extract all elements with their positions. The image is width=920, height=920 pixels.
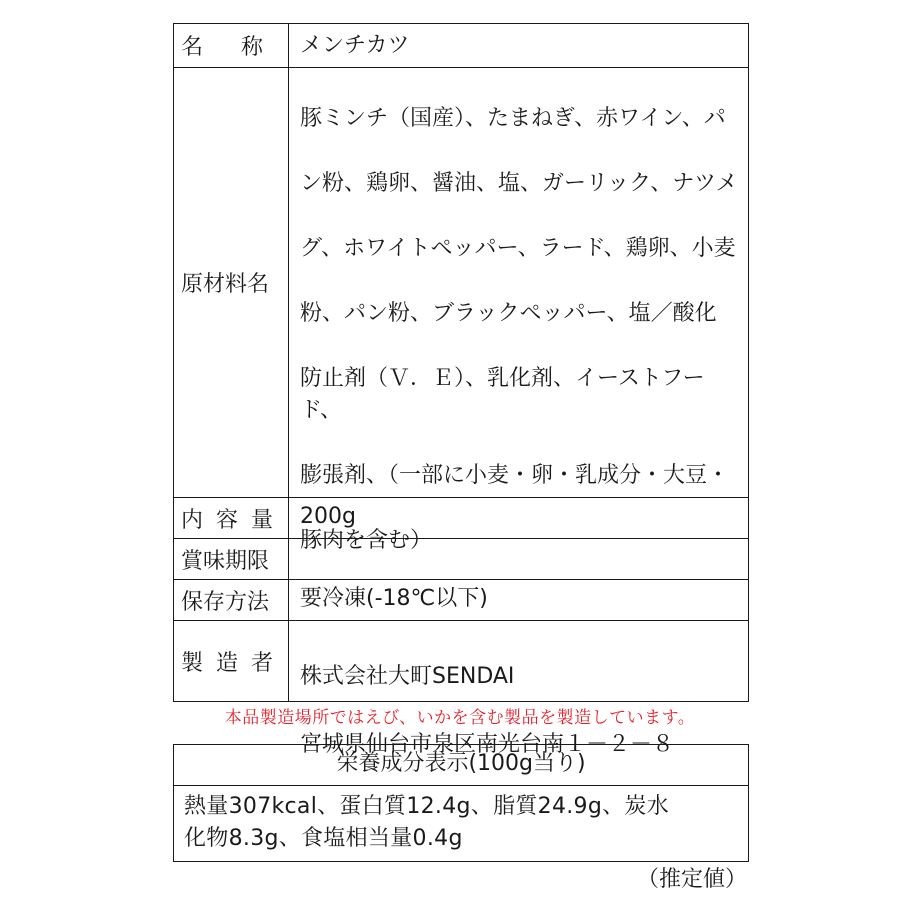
storage-value: 要冷凍(-18℃以下) bbox=[300, 586, 488, 611]
nutrition-title: 栄養成分表示(100g当り) bbox=[174, 745, 748, 786]
ingredients-line: ン粉、鶏卵、醤油、塩、ガーリック、ナツメ bbox=[300, 170, 738, 196]
name-value: メンチカツ bbox=[300, 33, 410, 58]
maker-key: 製造者 bbox=[174, 621, 289, 701]
name-row bbox=[174, 24, 748, 68]
ingredients-line: 豚肉を含む） bbox=[300, 528, 433, 553]
nutrition-line: 熱量307kcal、蛋白質12.4g、脂質24.9g、炭水 bbox=[184, 794, 670, 819]
name-key: 名称 bbox=[174, 24, 289, 67]
amount-key: 内容量 bbox=[174, 498, 289, 538]
ingredients-key: 原材料名 bbox=[174, 68, 289, 497]
nutrition-body bbox=[174, 786, 748, 861]
maker-name: 株式会社大町SENDAI bbox=[300, 664, 515, 689]
ingredients-line: 豚ミンチ（国産）、たまねぎ、赤ワイン、パ bbox=[300, 105, 726, 131]
best-before-value bbox=[289, 539, 748, 579]
estimate-note: （推定値） bbox=[636, 867, 747, 892]
ingredients-line: 防止剤（Ｖ．Ｅ）、乳化剤、イーストフード、 bbox=[300, 365, 705, 423]
amount-value: 200g bbox=[300, 504, 356, 529]
best-before-row bbox=[174, 539, 748, 580]
ingredients-line: グ、ホワイトペッパー、ラード、鶏卵、小麦 bbox=[300, 235, 736, 261]
allergen-note: 本品製造場所ではえび、いかを含む製品を製造しています。 bbox=[224, 708, 696, 728]
ingredients-line: 膨張剤、（一部に小麦・卵・乳成分・大豆・ bbox=[300, 463, 730, 488]
maker-address: 宮城県仙台市泉区南光台南１－２－８ bbox=[300, 732, 675, 757]
storage-key: 保存方法 bbox=[174, 580, 289, 620]
nutrition-table bbox=[173, 744, 749, 862]
storage-row bbox=[174, 580, 748, 621]
amount-row bbox=[174, 498, 748, 539]
ingredients-line: 粉、パン粉、ブラックペッパー、塩／酸化 bbox=[300, 300, 717, 326]
best-before-key: 賞味期限 bbox=[174, 539, 289, 579]
nutrition-line: 化物8.3g、食塩相当量0.4g bbox=[184, 826, 463, 851]
